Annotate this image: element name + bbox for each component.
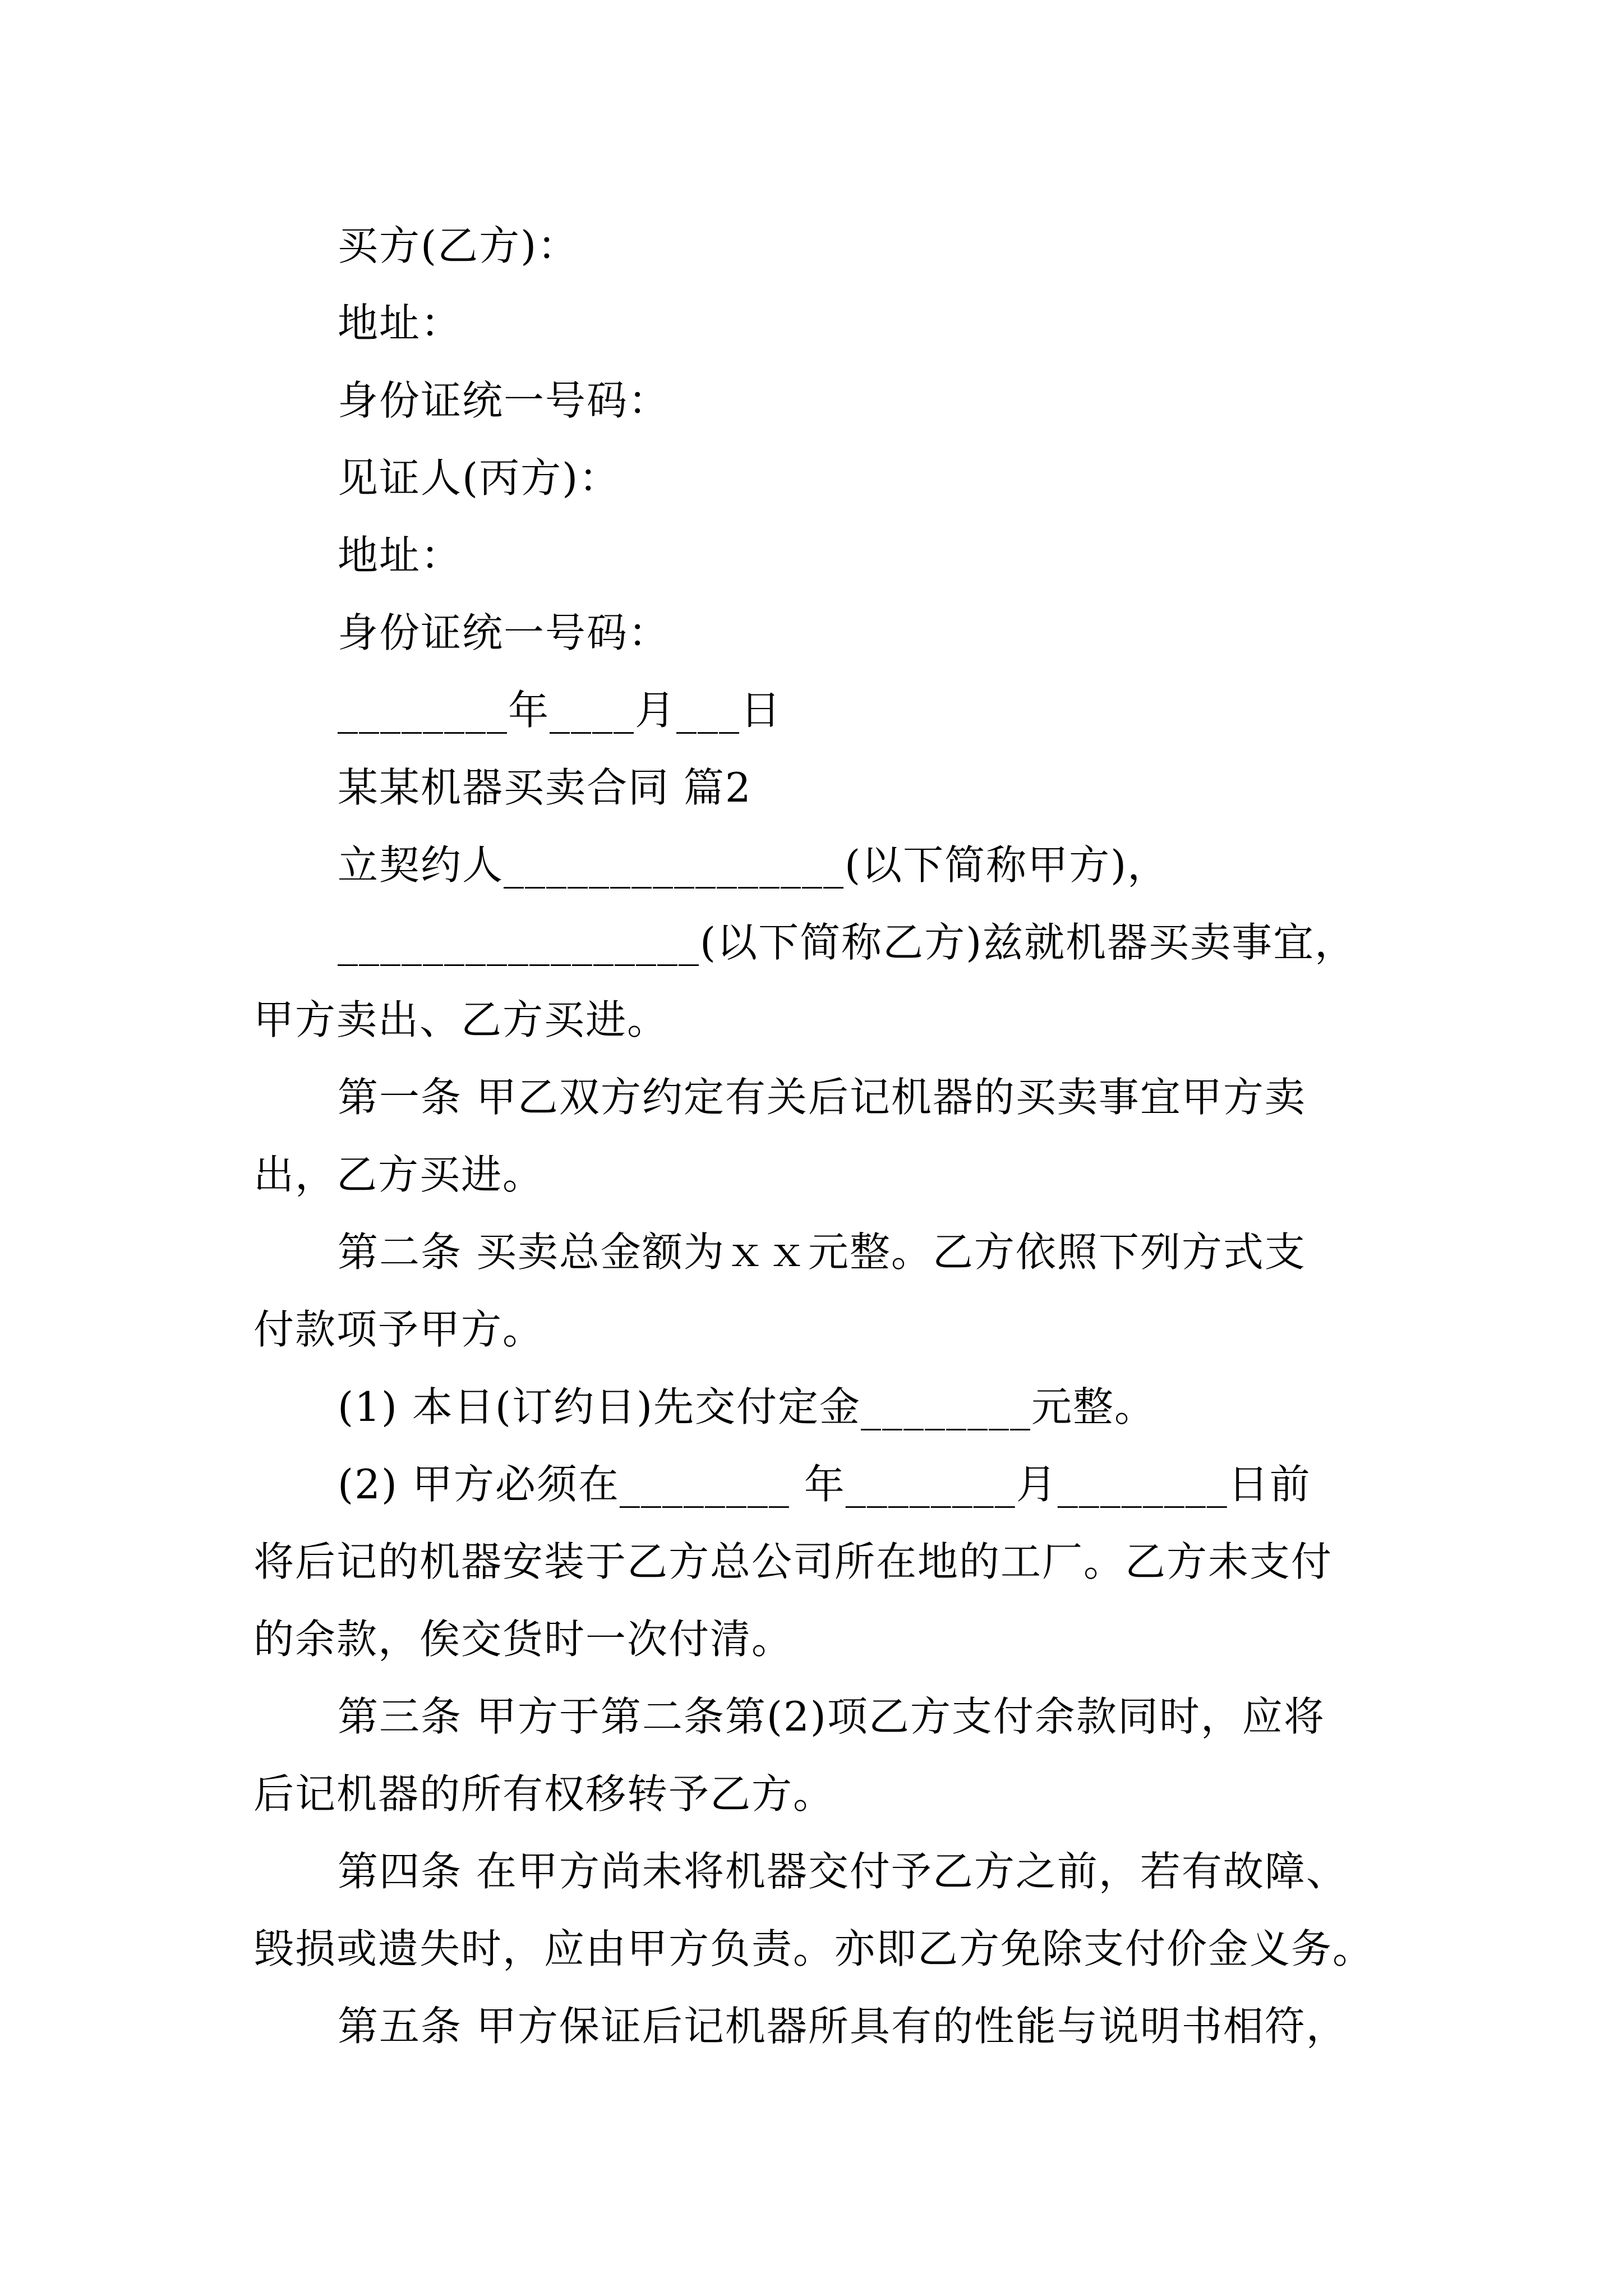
paragraph-line: _________________(以下简称乙方)兹就机器买卖事宜， [338, 919, 1357, 966]
section-title: 某某机器买卖合同 篇2 [338, 764, 752, 811]
paragraph-line: 毁损或遗失时，应由甲方负责。亦即乙方免除支付价金义务。 [253, 1925, 1375, 1972]
buyer-address-label: 地址： [338, 300, 463, 347]
item-2: (2) 甲方必须在________ 年________月________日前 [338, 1461, 1311, 1508]
paragraph-line: 甲方卖出、乙方买进。 [253, 996, 669, 1043]
paragraph-line: 付款项予甲方。 [253, 1306, 545, 1353]
article-4: 第四条 在甲方尚未将机器交付予乙方之前，若有故障、 [338, 1848, 1348, 1895]
paragraph-line: 立契约人________________(以下简称甲方)， [338, 841, 1169, 889]
buyer-id-label: 身份证统一号码： [338, 377, 670, 424]
article-2: 第二条 买卖总金额为ｘｘ元整。乙方依照下列方式支 [338, 1228, 1306, 1276]
article-1: 第一条 甲乙双方约定有关后记机器的买卖事宜甲方卖 [338, 1074, 1306, 1121]
article-5: 第五条 甲方保证后记机器所具有的性能与说明书相符， [338, 2003, 1348, 2050]
paragraph-line: 的余款，俟交货时一次付清。 [253, 1616, 794, 1663]
buyer-label: 买方(乙方)： [338, 222, 579, 269]
paragraph-line: 出，乙方买进。 [253, 1151, 545, 1198]
paragraph-line: 后记机器的所有权移转予乙方。 [253, 1770, 835, 1818]
date-line: ________年____月___日 [338, 687, 782, 734]
witness-label: 见证人(丙方)： [338, 454, 621, 501]
article-3: 第三条 甲方于第二条第(2)项乙方支付余款同时，应将 [338, 1693, 1325, 1740]
item-1: (1) 本日(订约日)先交付定金________元整。 [338, 1383, 1156, 1430]
witness-address-label: 地址： [338, 532, 463, 579]
witness-id-label: 身份证统一号码： [338, 609, 670, 656]
paragraph-line: 将后记的机器安装于乙方总公司所在地的工厂。乙方未支付 [253, 1538, 1333, 1585]
